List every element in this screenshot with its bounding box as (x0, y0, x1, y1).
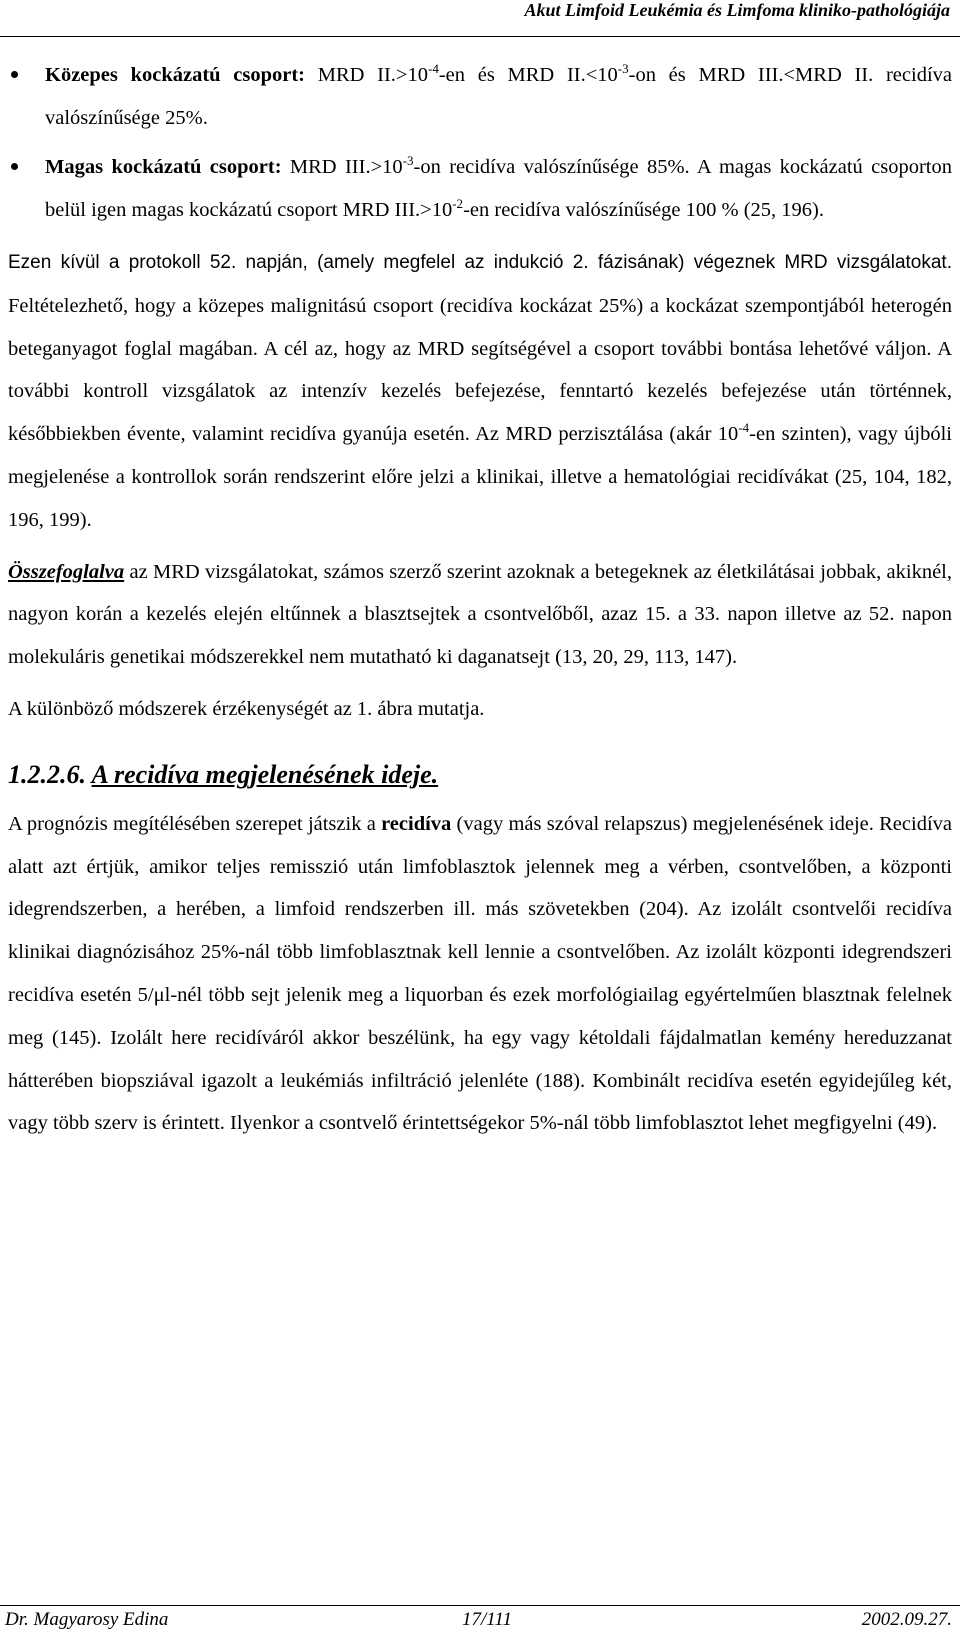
list-item: Közepes kockázatú csoport: MRD $II.>10^{-4}-en$ és MRD $II.<10^{-3}-on$ és MRD III.<MRD II. recidíva valószínűsége 25%. (8, 54, 952, 140)
footer-date: 2002.09.27. (861, 1609, 952, 1630)
bullet-icon (11, 71, 18, 78)
footer-author: Dr. Magyarosy Edina (5, 1609, 169, 1630)
risk-group-list (8, 54, 952, 232)
section-heading: 1.2.2.6. A recidíva megjelenésének ideje. (8, 759, 439, 789)
page-header (0, 0, 960, 37)
page-content (8, 54, 952, 1145)
body-paragraph: A prognózis megítélésében szerepet játszik a recidíva (vagy más szóval relapszus) megjelenésének ideje. Recidíva alatt azt értjük, amikor teljes remisszió után limfoblasztok jelennek meg a vérben, csontvelőben, a központi idegrendszerben, a herében, a limfoid rendszerben ill. más szövetekben (204). Az izolált csontvelői recidíva klinikai diagnózisához 25%-nál több limfoblasztnak kell lennie a csontvelőben. Az izolált központi idegrendszeri recidíva esetén 5/μl-nél több sejt jelenik meg a liquorban és ezek morfológiailag egyértelműen blasztnak felelnek meg (145). Izolált here recidíváról akkor beszélünk, ha egy vagy kétoldali fájdalmatlan kemény hereduzzanat hátterében biopsziával igazolt a leukémiás infiltráció jelenléte (188). Kombinált recidíva esetén egyidejűleg két, vagy több szerv is érintett. Ilyenkor a csontvelő érintettségekor 5%-nál több limfoblasztot lehet megfigyelni (49). (8, 812, 952, 1135)
figure-reference: A különböző módszerek érzékenységét az 1. ábra mutatja. (8, 697, 485, 720)
running-title: Akut Limfoid Leukémia és Limfoma kliniko-pathológiája (524, 0, 950, 20)
summary-paragraph: Összefoglalva az MRD vizsgálatokat, számos szerző szerint azoknak a betegeknek az életkilátásai jobbak, akiknél, nagyon korán a kezelés elején eltűnnek a blasztsejtek a csontvelőből, azaz 15. a 33. napon illetve az 52. napon molekuláris genetikai módszerekkel nem mutatható ki daganatsejt (13, 20, 29, 113, 147). (8, 560, 952, 669)
body-paragraph: Ezen kívül a protokoll 52. napján, (amely megfelel az indukció 2. fázisának) végeznek MRD vizsgálatokat. Feltételezhető, hogy a közepes malignitású csoport (recidíva kockázat 25%) a kockázat szempontjából heterogén beteganyagot foglal magában. A cél az, hogy az MRD segítségével a csoport további bontása lehetővé váljon. A további kontroll vizsgálatok az intenzív kezelés befejezése, fenntartó kezelés befejezése után történnek, későbbiekben évente, valamint recidíva gyanúja esetén. Az MRD perzisztálása (akár $10^{-4}-en$ szinten), vagy újbóli megjelenése a kontrollok során rendszerint előre jelzi a klinikai, illetve a hematológiai recidívákat (25, 104, 182, 196, 199). (8, 252, 952, 531)
page-footer (0, 1605, 960, 1635)
footer-page-number: 17/111 (462, 1609, 512, 1630)
bullet-icon (11, 163, 18, 170)
list-item: Magas kockázatú csoport: MRD $III.>10^{-3}-on$ recidíva valószínűsége 85%. A magas kockázatú csoporton belül igen magas kockázatú csoport MRD $III.>10^{-2}-en$ recidíva valószínűsége 100 % (25, 196). (8, 146, 952, 232)
